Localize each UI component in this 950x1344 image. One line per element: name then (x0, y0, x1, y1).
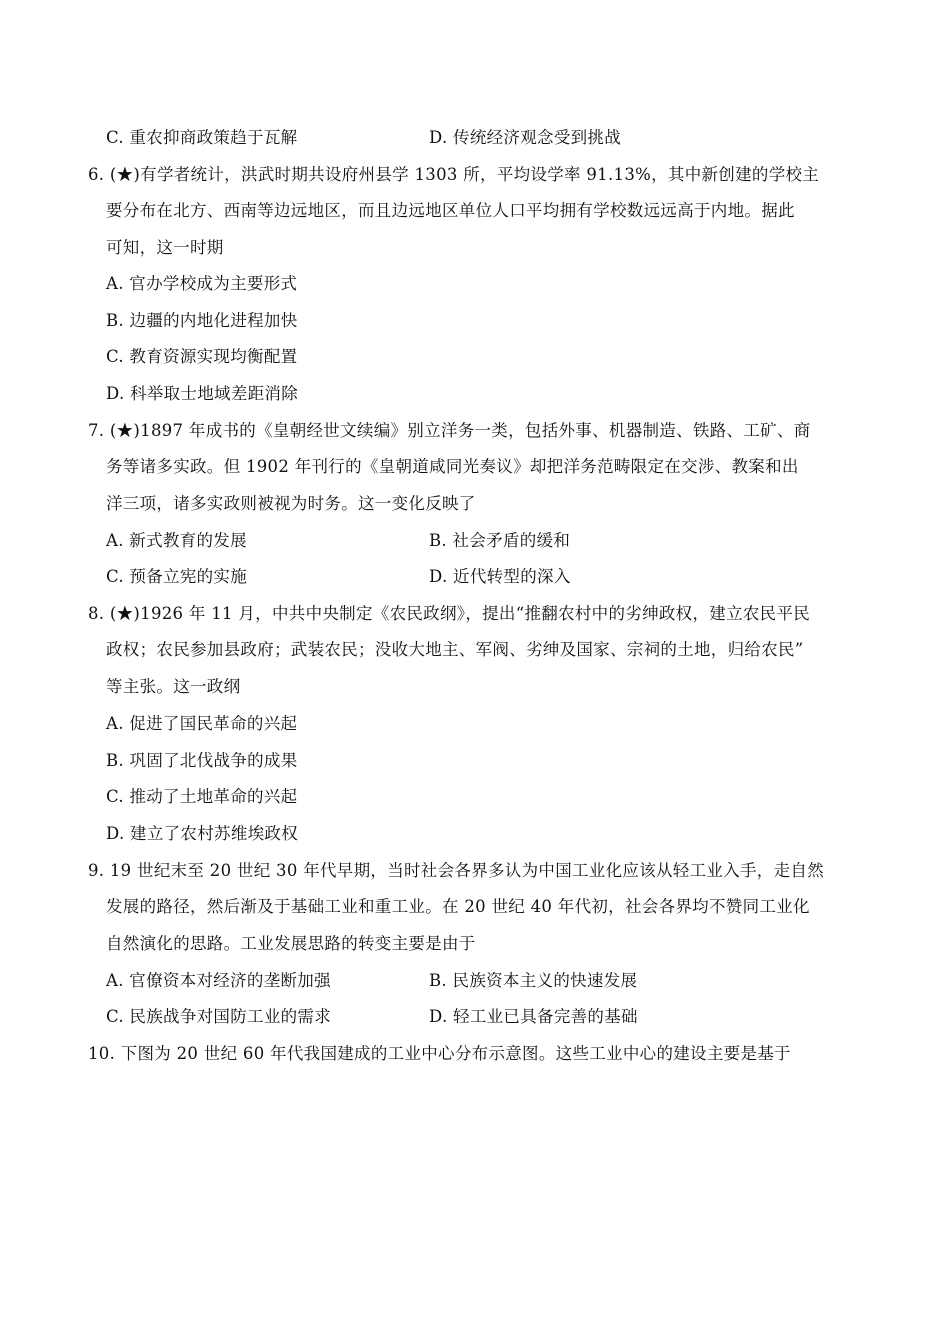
q10-stem-line-1: 10. 下图为 20 世纪 60 年代我国建成的工业中心分布示意图。这些工业中心的建设主要是基于 (88, 1044, 791, 1063)
q9-stem-line-3: 自然演化的思路。工业发展思路的转变主要是由于 (106, 934, 476, 953)
q6-option-a: A. 官办学校成为主要形式 (106, 274, 298, 293)
q9-option-a: A. 官僚资本对经济的垄断加强 (106, 971, 331, 990)
q8-option-a: A. 促进了国民革命的兴起 (106, 714, 298, 733)
q8-stem-line-2: 政权；农民参加县政府；武装农民；没收大地主、军阀、劣绅及国家、宗祠的土地，归给农民” (106, 640, 804, 659)
q9-stem-line-2: 发展的路径，然后渐及于基础工业和重工业。在 20 世纪 40 年代初，社会各界均不赞同工业化 (106, 897, 810, 916)
q7-option-a: A. 新式教育的发展 (106, 531, 247, 550)
q7-option-d: D. 近代转型的深入 (429, 567, 571, 586)
q8-stem-line-3: 等主张。这一政纲 (106, 677, 241, 696)
q6-option-b: B. 边疆的内地化进程加快 (106, 311, 298, 330)
q9-option-c: C. 民族战争对国防工业的需求 (106, 1007, 332, 1026)
q7-stem-line-3: 洋三项，诸多实政则被视为时务。这一变化反映了 (106, 494, 476, 513)
q6-stem-line-1: 6. (★)有学者统计，洪武时期共设府州县学 1303 所，平均设学率 91.13%，其中新创建的学校主 (88, 165, 820, 184)
q5-option-c: C. 重农抑商政策趋于瓦解 (106, 128, 298, 147)
q9-option-b: B. 民族资本主义的快速发展 (429, 971, 638, 990)
q6-stem-line-3: 可知，这一时期 (106, 238, 224, 257)
q8-option-b: B. 巩固了北伐战争的成果 (106, 751, 298, 770)
q6-stem-line-2: 要分布在北方、西南等边远地区，而且边远地区单位人口平均拥有学校数远远高于内地。据此 (106, 201, 795, 220)
q5-option-d: D. 传统经济观念受到挑战 (429, 128, 622, 147)
q6-option-d: D. 科举取士地域差距消除 (106, 384, 299, 403)
q7-option-b: B. 社会矛盾的缓和 (429, 531, 571, 550)
q8-stem-line-1: 8. (★)1926 年 11 月，中共中央制定《农民政纲》，提出“推翻农村中的劣绅政权，建立农民平民 (88, 604, 811, 623)
q7-stem-line-2: 务等诸多实政。但 1902 年刊行的《皇朝道咸同光奏议》却把洋务范畴限定在交涉、教案和出 (106, 457, 799, 476)
q7-stem-line-1: 7. (★)1897 年成书的《皇朝经世文续编》别立洋务一类，包括外事、机器制造、铁路、工矿、商 (88, 421, 811, 440)
q9-option-d: D. 轻工业已具备完善的基础 (429, 1007, 638, 1026)
q9-stem-line-1: 9. 19 世纪末至 20 世纪 30 年代早期，当时社会各界多认为中国工业化应该从轻工业入手，走自然 (88, 861, 824, 880)
q8-option-c: C. 推动了土地革命的兴起 (106, 787, 298, 806)
q8-option-d: D. 建立了农村苏维埃政权 (106, 824, 299, 843)
q7-option-c: C. 预备立宪的实施 (106, 567, 248, 586)
q6-option-c: C. 教育资源实现均衡配置 (106, 347, 298, 366)
